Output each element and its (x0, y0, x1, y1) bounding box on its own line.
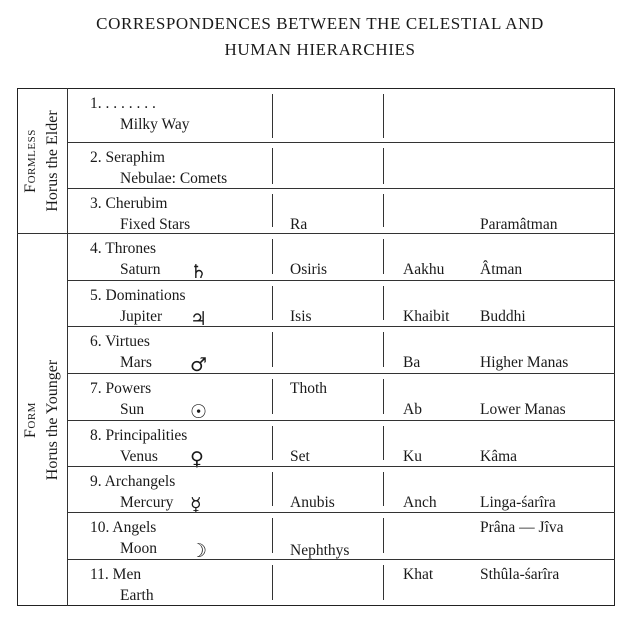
group-formless-sub: Horus the Elder (44, 109, 61, 212)
row-number-name: 10. Angels (90, 519, 157, 536)
group-form (17, 233, 67, 606)
group-formless-label: Formless (22, 128, 39, 193)
row-egyptian-deity: Osiris (290, 261, 328, 278)
row-egyptian-deity: Set (290, 448, 310, 465)
deity-column-divider (272, 565, 273, 600)
row-number-name: 11. Men (90, 566, 142, 583)
row-divider (67, 512, 615, 513)
deity-column-divider (272, 239, 273, 274)
row-number-name: 6. Virtues (90, 333, 150, 350)
row-divider (67, 233, 615, 234)
row-egyptian-principle: Khat (403, 566, 434, 583)
planet-symbol-icon: ☽ (190, 540, 208, 562)
principle-column-divider (383, 332, 384, 367)
deity-column-divider (272, 332, 273, 367)
row-egyptian-deity: Anubis (290, 494, 335, 511)
deity-column-divider (272, 518, 273, 553)
planet-symbol-icon: ♄ (190, 261, 208, 283)
planet-symbol-icon: ☉ (190, 401, 208, 423)
principle-column-divider (383, 379, 384, 414)
row-number-name: 7. Powers (90, 380, 152, 397)
row-number-name: 2. Seraphim (90, 149, 165, 166)
row-egyptian-deity: Isis (290, 308, 312, 325)
row-celestial-body: Jupiter (120, 308, 163, 325)
planet-symbol-icon: ♃ (190, 308, 208, 330)
row-egyptian-principle: Anch (403, 494, 437, 511)
principle-column-divider (383, 472, 384, 506)
row-egyptian-principle: Khaibit (403, 308, 450, 325)
row-celestial-body: Saturn (120, 261, 161, 278)
planet-symbol-icon: ♀ (190, 448, 204, 470)
row-number-name: 8. Principalities (90, 427, 188, 444)
deity-column-divider (272, 194, 273, 227)
row-number-name: 4. Thrones (90, 240, 157, 257)
group-column-divider (67, 88, 68, 606)
principle-column-divider (383, 518, 384, 553)
principle-column-divider (383, 194, 384, 227)
row-hindu-principle: Higher Manas (480, 354, 569, 371)
row-divider (67, 188, 615, 189)
row-egyptian-deity: Ra (290, 216, 308, 233)
deity-column-divider (272, 379, 273, 414)
row-egyptian-principle: Aakhu (403, 261, 445, 278)
row-divider (67, 466, 615, 467)
row-egyptian-principle: Ku (403, 448, 422, 465)
row-divider (67, 326, 615, 327)
row-hindu-principle: Buddhi (480, 308, 526, 325)
row-hindu-principle: Prâna — Jîva (480, 519, 564, 536)
row-divider (67, 142, 615, 143)
row-divider (67, 373, 615, 374)
row-divider (67, 559, 615, 560)
row-celestial-body: Mars (120, 354, 152, 371)
row-celestial-body: Moon (120, 540, 158, 557)
row-divider (67, 280, 615, 281)
row-celestial-body: Milky Way (120, 116, 190, 133)
row-celestial-body: Venus (120, 448, 158, 465)
row-egyptian-principle: Ab (403, 401, 422, 418)
group-form-label: Form (22, 401, 39, 438)
row-hindu-principle: Âtman (480, 261, 523, 278)
deity-column-divider (272, 472, 273, 506)
row-egyptian-deity: Nephthys (290, 542, 350, 559)
row-hindu-principle: Linga-śarîra (480, 494, 556, 511)
row-celestial-body: Fixed Stars (120, 216, 191, 233)
deity-column-divider (272, 148, 273, 184)
principle-column-divider (383, 565, 384, 600)
deity-column-divider (272, 286, 273, 320)
row-hindu-principle: Lower Manas (480, 401, 566, 418)
table-title-line-1: CORRESPONDENCES BETWEEN THE CELESTIAL AND (96, 14, 544, 33)
row-celestial-body: Sun (120, 401, 145, 418)
principle-column-divider (383, 239, 384, 274)
principle-column-divider (383, 94, 384, 138)
principle-column-divider (383, 426, 384, 460)
group-formless (17, 88, 67, 233)
principle-column-divider (383, 286, 384, 320)
table-title-line-2: HUMAN HIERARCHIES (224, 40, 416, 59)
row-egyptian-principle: Ba (403, 354, 421, 371)
deity-column-divider (272, 94, 273, 138)
group-form-sub: Horus the Younger (44, 359, 61, 480)
row-number-name: 1. . . . . . . . (90, 95, 156, 112)
row-number-name: 9. Archangels (90, 473, 176, 490)
row-hindu-principle: Kâma (480, 448, 518, 465)
planet-symbol-icon: ♂ (190, 354, 208, 376)
row-celestial-body: Nebulae: Comets (120, 170, 228, 187)
row-hindu-principle: Sthûla-śarîra (480, 566, 560, 583)
row-divider (67, 420, 615, 421)
planet-symbol-icon: ☿ (190, 494, 202, 516)
principle-column-divider (383, 148, 384, 184)
row-celestial-body: Earth (120, 587, 154, 604)
row-egyptian-deity: Thoth (290, 380, 328, 397)
row-celestial-body: Mercury (120, 494, 174, 511)
row-hindu-principle: Paramâtman (480, 216, 558, 233)
row-number-name: 3. Cherubim (90, 195, 168, 212)
row-number-name: 5. Dominations (90, 287, 186, 304)
deity-column-divider (272, 426, 273, 460)
